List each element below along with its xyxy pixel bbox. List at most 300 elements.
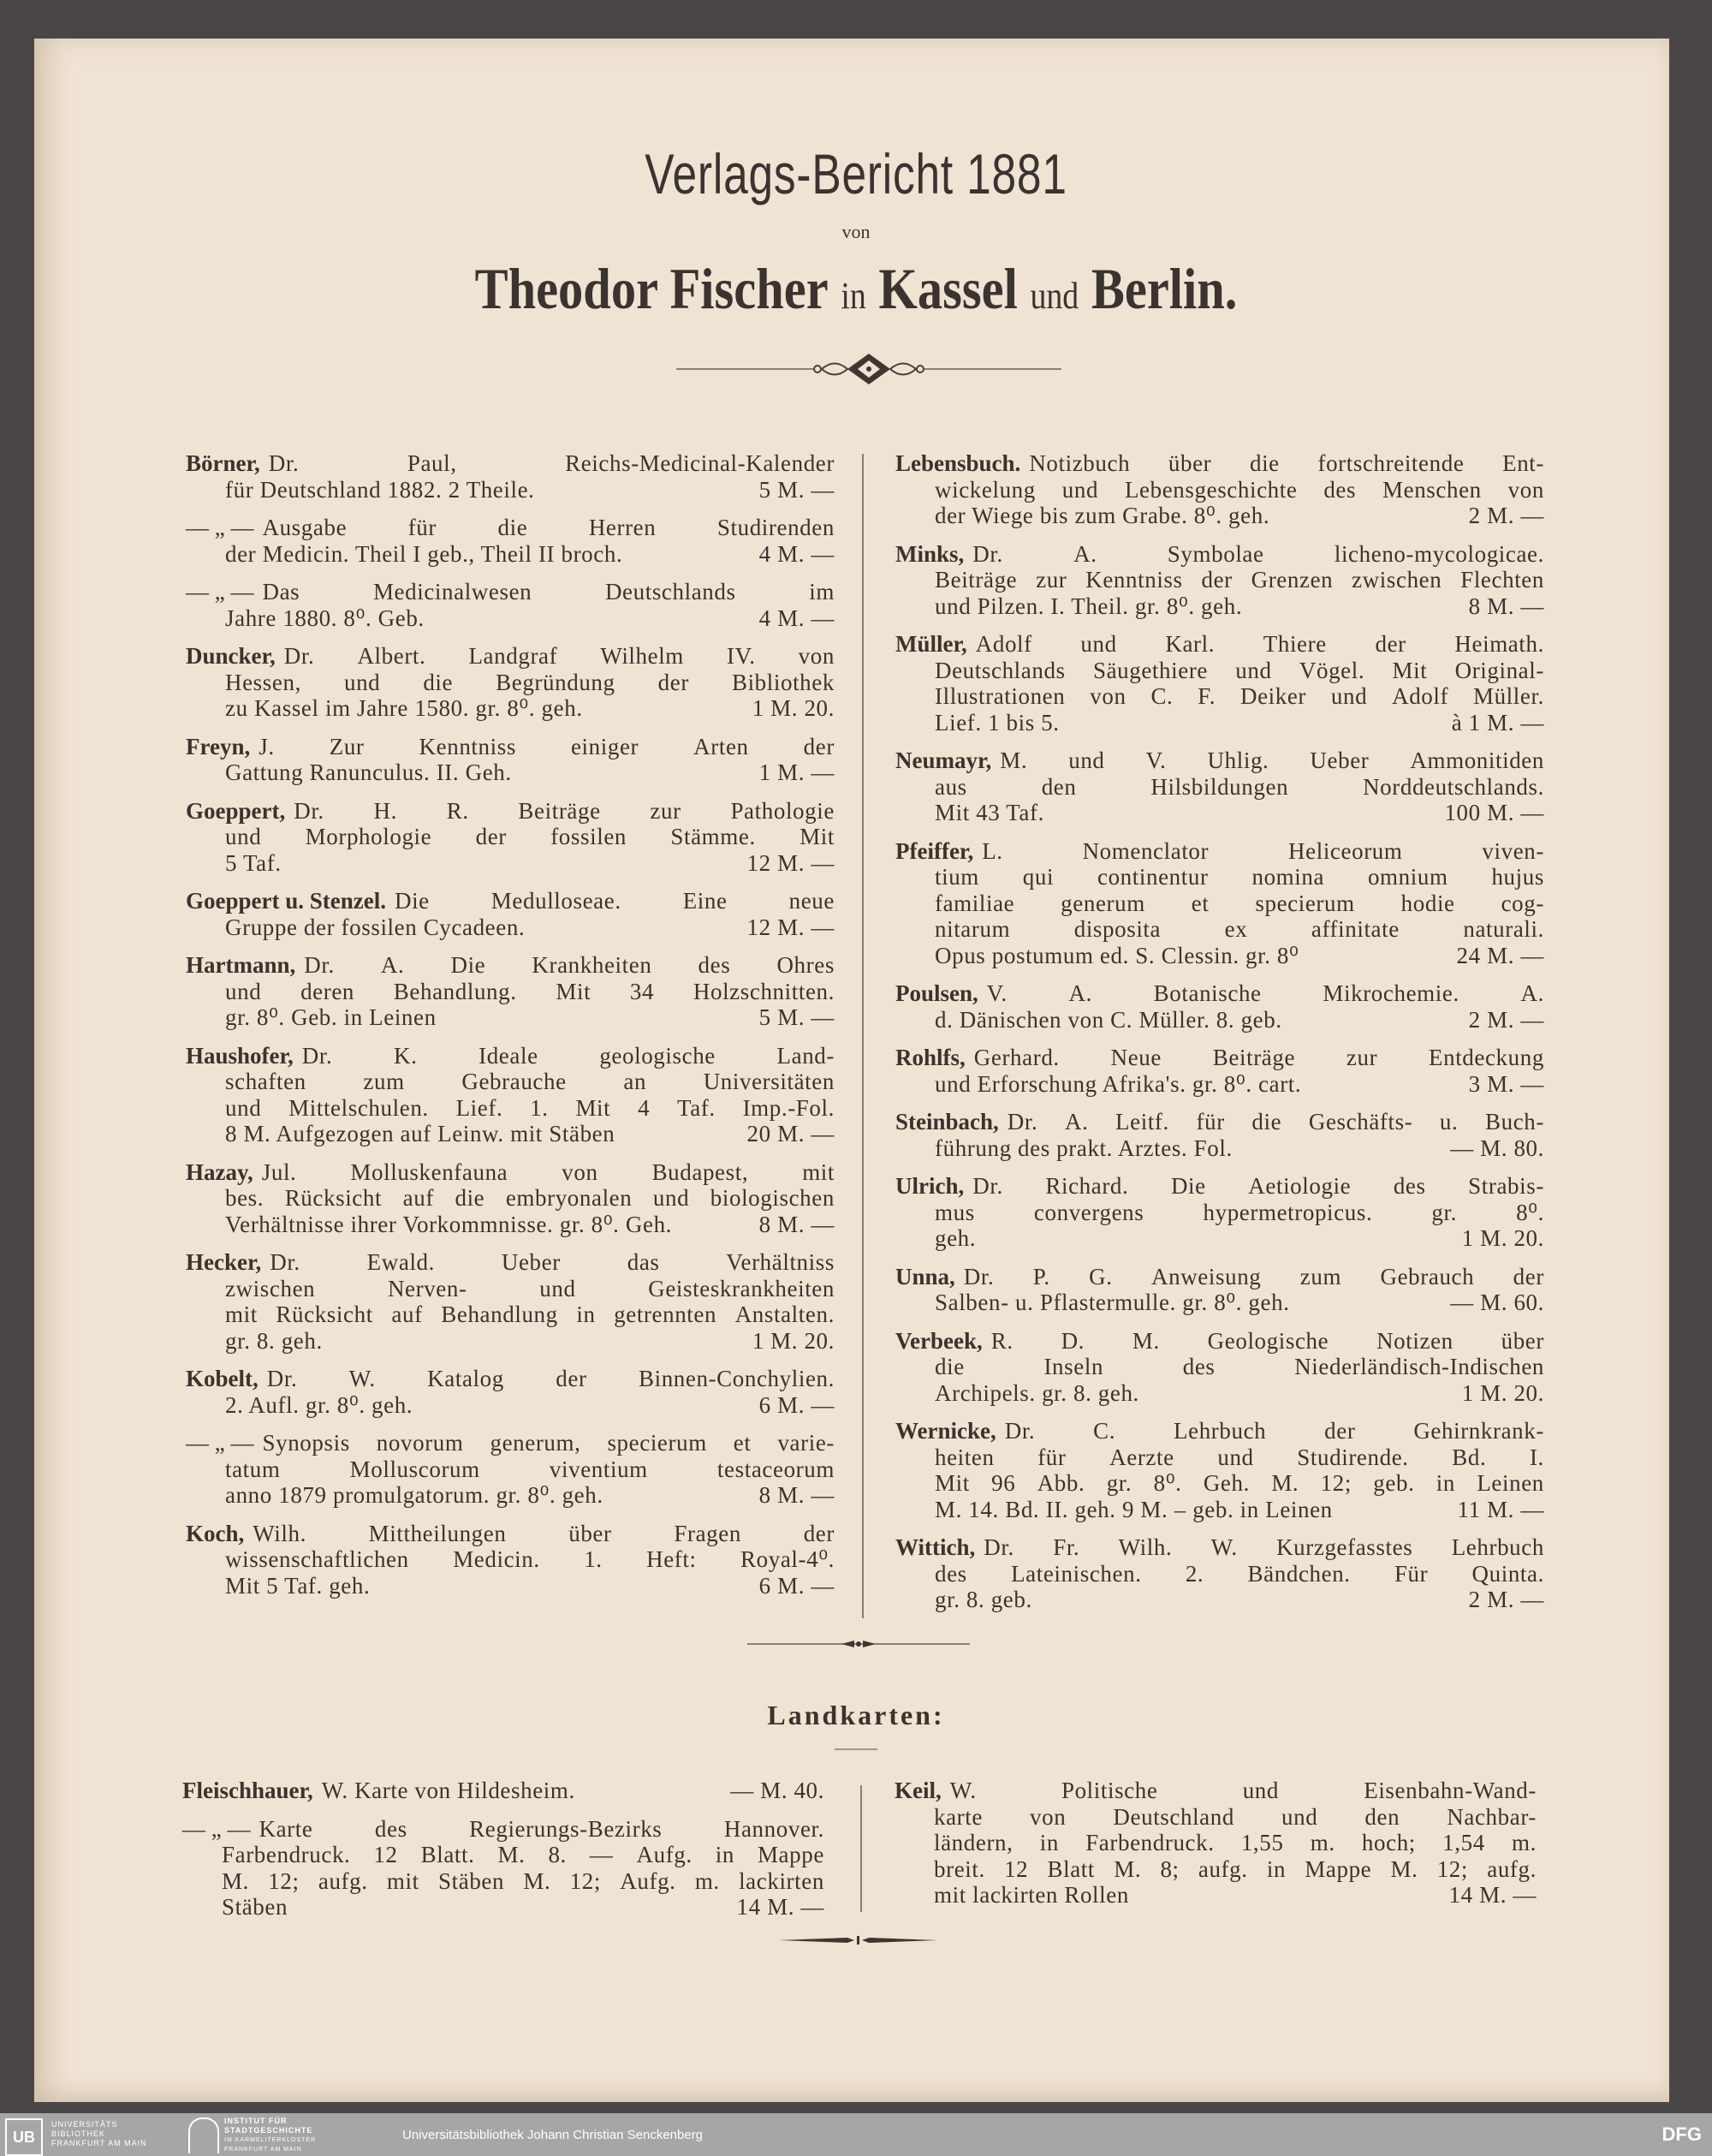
small-rule-icon xyxy=(835,1747,877,1752)
entry-text xyxy=(284,643,835,670)
landkarten-divider xyxy=(860,1785,862,1912)
entry-text xyxy=(935,1470,1544,1497)
entry-text xyxy=(1000,747,1544,774)
entry-text xyxy=(935,1444,1544,1471)
entry-text: und Pilzen. I. Theil. gr. 8⁰. geh. xyxy=(935,593,1243,619)
word: varie- xyxy=(777,1430,835,1456)
word: Säugethiere xyxy=(1092,657,1208,683)
entry-line xyxy=(895,890,1544,917)
entry-line xyxy=(895,980,1544,1007)
entry-text xyxy=(302,1043,835,1069)
word: Dr. xyxy=(270,1249,300,1275)
entry-line xyxy=(186,541,835,568)
word: Dr. xyxy=(304,952,335,978)
word: des xyxy=(1393,1173,1426,1199)
word: die xyxy=(1251,1109,1282,1135)
entry-text xyxy=(304,952,835,979)
word: nomina xyxy=(1251,864,1325,890)
catalog-column-right xyxy=(895,450,1544,1625)
word: hypermetropicus. xyxy=(1203,1199,1373,1225)
word: C. xyxy=(1150,683,1174,709)
word: Heimath. xyxy=(1454,631,1544,657)
word: zum xyxy=(363,1069,405,1094)
institut-logo-text xyxy=(224,2117,316,2154)
entry-line xyxy=(186,1301,835,1328)
catalog-entry xyxy=(182,1816,824,1921)
entry-line xyxy=(186,1276,835,1302)
publisher-line xyxy=(120,255,1592,323)
word: 1,54 xyxy=(1442,1830,1485,1855)
entry-text: Stäben xyxy=(222,1894,288,1920)
word: Verhältniss xyxy=(726,1249,835,1275)
entry-text: und Erforschung Afrika's. gr. 8⁰. cart. xyxy=(935,1070,1302,1097)
entry-price: 5 M. — xyxy=(758,1004,835,1030)
entry-line xyxy=(895,1109,1544,1135)
word: und xyxy=(652,1185,690,1211)
word: zwischen xyxy=(225,1275,316,1301)
word: Mittheilungen xyxy=(368,1520,507,1546)
word: Stäben xyxy=(438,1867,505,1894)
word: deren xyxy=(300,978,355,1004)
word: Uhlig. xyxy=(1207,747,1269,773)
entry-line xyxy=(186,1249,835,1276)
entry-text xyxy=(1005,1418,1544,1444)
entry-text xyxy=(262,1159,835,1186)
word: Wilh. xyxy=(1118,1534,1173,1560)
entry-author: — „ — xyxy=(186,1430,254,1456)
entry-price: à 1 M. — xyxy=(1451,709,1544,736)
entry-text xyxy=(964,1264,1544,1290)
publisher-city-berlin: Berlin. xyxy=(1091,256,1238,321)
word: Dr. xyxy=(984,1534,1014,1560)
word: Aerzte xyxy=(1109,1444,1174,1470)
catalog-entry xyxy=(186,734,835,786)
word: 8. xyxy=(548,1842,567,1867)
word: und xyxy=(225,824,262,849)
entry-price: — M. 60. xyxy=(1450,1289,1544,1315)
word: zur xyxy=(1346,1045,1378,1070)
word: Müller. xyxy=(1472,683,1544,709)
entry-line xyxy=(186,1430,835,1456)
word: in xyxy=(576,1301,596,1327)
entry-text xyxy=(976,631,1544,658)
entry-line xyxy=(895,541,1544,568)
word: einiger xyxy=(570,733,639,759)
word: A. xyxy=(1064,1109,1089,1135)
entry-line xyxy=(186,605,835,632)
entry-text xyxy=(974,1045,1544,1071)
word: aufg. xyxy=(1487,1855,1537,1882)
entry-text xyxy=(935,890,1544,917)
word: Jul. xyxy=(261,1158,297,1185)
entry-text: für Deutschland 1882. 2 Theile. xyxy=(225,476,535,503)
word: und xyxy=(1235,657,1272,683)
entry-line xyxy=(895,1444,1544,1471)
word: Karl. xyxy=(1165,631,1216,657)
entry-price: — M. 80. xyxy=(1450,1135,1544,1161)
word: Landgraf xyxy=(468,643,558,669)
library-name: Universitätsbibliothek Johann Christian Senckenberg xyxy=(402,2128,704,2142)
landkarten-heading: Landkarten: xyxy=(767,1700,945,1730)
entry-price: 14 M. — xyxy=(736,1894,824,1920)
word: für xyxy=(1196,1109,1225,1135)
word: viventium xyxy=(549,1456,648,1482)
entry-line xyxy=(186,579,835,605)
word: A. xyxy=(1520,980,1544,1006)
word: Regierungs-Bezirks xyxy=(469,1815,663,1842)
word: mus xyxy=(935,1199,975,1225)
entry-author: Börner, xyxy=(186,450,260,476)
word: M. xyxy=(1114,1855,1142,1882)
word: Richard. xyxy=(1045,1173,1129,1199)
word: Dr. xyxy=(1007,1109,1038,1135)
entry-price: 12 M. — xyxy=(746,849,835,876)
document-title: Verlags-Bericht 1881 xyxy=(645,142,1067,205)
word: Ewald. xyxy=(366,1249,435,1275)
word: m. xyxy=(1310,1830,1335,1855)
catalog-entry xyxy=(186,952,835,1031)
entry-text xyxy=(294,798,835,825)
entry-line xyxy=(895,916,1544,943)
word: Taf. xyxy=(677,1094,716,1121)
word: Abb. xyxy=(1037,1470,1085,1496)
word: Kenntniss xyxy=(419,733,516,759)
word: familiae xyxy=(935,890,1015,916)
word: und xyxy=(539,1275,576,1301)
word: die xyxy=(1249,450,1280,476)
entry-text xyxy=(935,864,1544,890)
word: in xyxy=(1266,1855,1287,1882)
word: tatum xyxy=(225,1456,281,1482)
word: Niederländisch-Indischen xyxy=(1294,1354,1544,1379)
entry-price: 5 M. — xyxy=(758,476,835,503)
entry-price: 12 M. — xyxy=(746,914,835,940)
entry-text xyxy=(935,658,1544,684)
catalog-entry xyxy=(186,1430,835,1509)
word: M. xyxy=(1390,1855,1418,1882)
entry-line xyxy=(186,1159,835,1186)
word: Neue xyxy=(1110,1045,1162,1070)
entry-line xyxy=(182,1894,824,1921)
entry-line xyxy=(895,1497,1544,1523)
word: Behandlung xyxy=(441,1301,558,1327)
entry-price: 14 M. — xyxy=(1448,1882,1537,1908)
entry-price: — M. 40. xyxy=(730,1778,824,1803)
catalog-entry xyxy=(186,888,835,940)
word: Deiker xyxy=(1239,683,1307,709)
word: affinitate xyxy=(1311,916,1400,942)
entry-price: 1 M. 20. xyxy=(752,695,835,721)
word: Universitäten xyxy=(703,1069,835,1094)
word: H. xyxy=(373,797,397,824)
entry-line xyxy=(186,450,835,477)
word: 1,55 xyxy=(1240,1830,1284,1855)
word: Ideale xyxy=(479,1042,538,1069)
word: ex xyxy=(1224,916,1248,942)
word: getrennten xyxy=(614,1301,717,1327)
word: 12; xyxy=(1436,1855,1469,1882)
word: Reichs-Medicinal-Kalender xyxy=(565,450,835,476)
entry-line xyxy=(186,824,835,850)
entry-line xyxy=(895,1534,1544,1561)
word: Für xyxy=(1394,1560,1429,1587)
entry-price: 6 M. — xyxy=(758,1572,835,1599)
entry-price: 2 M. — xyxy=(1468,1587,1544,1612)
word: und xyxy=(343,669,381,695)
entry-text xyxy=(1008,1109,1544,1135)
entry-author: Müller, xyxy=(895,631,967,657)
word: A. xyxy=(1068,980,1092,1006)
word: Heft: xyxy=(646,1546,697,1572)
word: 4 xyxy=(638,1094,651,1121)
catalog-entry xyxy=(895,631,1544,736)
word: über xyxy=(1168,450,1212,476)
word: 1. xyxy=(584,1546,603,1572)
entry-text xyxy=(267,1366,835,1392)
entry-author: Hartmann, xyxy=(186,952,296,978)
word: Ohres xyxy=(776,952,835,978)
entry-text xyxy=(262,515,835,541)
word: Politische xyxy=(1061,1778,1158,1803)
entry-text xyxy=(991,1328,1544,1355)
word: an xyxy=(623,1069,647,1094)
word: zur xyxy=(650,797,681,824)
word: specierum xyxy=(607,1430,707,1456)
entry-text: W. Karte von Hildesheim. xyxy=(321,1778,575,1803)
word: 8; xyxy=(1160,1855,1180,1882)
entry-author: Verbeek, xyxy=(895,1327,983,1354)
entry-text xyxy=(225,1069,835,1095)
word: omnium xyxy=(1367,864,1448,890)
word: Das xyxy=(262,579,300,605)
entry-line xyxy=(186,1185,835,1212)
landkarten-column-right xyxy=(895,1778,1537,1921)
catalog-entry xyxy=(895,450,1544,529)
entry-price: 8 M. — xyxy=(1468,593,1544,619)
entry-line xyxy=(186,979,835,1005)
word: lackirten xyxy=(739,1867,824,1894)
catalog-entry xyxy=(186,1521,835,1599)
word: Ausgabe xyxy=(262,515,348,540)
word: Gerhard. xyxy=(973,1045,1060,1070)
word: Aufg. xyxy=(636,1842,693,1867)
entry-text: Archipels. gr. 8. geh. xyxy=(935,1379,1139,1406)
word: Medicinalwesen xyxy=(372,579,532,605)
entry-text xyxy=(982,838,1544,865)
entry-price: 20 M. — xyxy=(746,1121,835,1146)
word: Anweisung xyxy=(1151,1263,1262,1289)
word: wickelung xyxy=(935,476,1036,503)
entry-text xyxy=(935,567,1544,593)
word: viven- xyxy=(1482,837,1544,864)
entry-line xyxy=(186,888,835,914)
entry-line xyxy=(186,850,835,877)
word: u. xyxy=(1439,1109,1459,1135)
word: 12; xyxy=(569,1867,601,1894)
word: 8⁰. xyxy=(1153,1470,1182,1496)
word: Hilsbildungen xyxy=(1150,773,1289,800)
word: 12; xyxy=(1320,1470,1352,1496)
word: specierum xyxy=(1255,890,1355,916)
word: Dr. xyxy=(268,450,300,476)
word: von xyxy=(798,643,835,669)
word: Farbendruck. xyxy=(1085,1830,1215,1855)
entry-line xyxy=(895,1470,1544,1497)
word: Kenntniss xyxy=(1085,567,1183,593)
word: W. xyxy=(1210,1534,1238,1560)
word: fortschreitende xyxy=(1317,450,1465,476)
catalog-entry xyxy=(186,1159,835,1238)
entry-price: 1 M. 20. xyxy=(1461,1225,1544,1251)
entry-line xyxy=(186,1521,835,1547)
word: den xyxy=(1041,773,1077,800)
entry-text: zu Kassel im Jahre 1580. gr. 8⁰. geh. xyxy=(225,695,583,721)
word: für xyxy=(407,515,437,540)
catalog-entry xyxy=(895,980,1544,1033)
word: zur xyxy=(1036,567,1067,593)
entry-author: Freyn, xyxy=(186,733,251,759)
entry-line xyxy=(186,695,835,722)
entry-text: 8 M. Aufgezogen auf Leinw. mit Stäben xyxy=(225,1121,615,1146)
entry-line xyxy=(895,1380,1544,1407)
word: der xyxy=(556,1366,587,1391)
word: Beiträge xyxy=(935,567,1018,593)
ub-logo-text xyxy=(51,2120,147,2148)
entry-line xyxy=(186,1004,835,1031)
word: breit. xyxy=(934,1855,985,1882)
word: Bibliothek xyxy=(731,669,835,695)
word: hoch; xyxy=(1361,1830,1416,1855)
entry-text: Jahre 1880. 8⁰. Geb. xyxy=(225,605,425,631)
entry-author: — „ — xyxy=(186,579,254,605)
word: Ammonitiden xyxy=(1410,747,1544,773)
word: Norddeutschlands. xyxy=(1363,773,1544,800)
entry-text: 2. Aufl. gr. 8⁰. geh. xyxy=(225,1391,413,1418)
word: Krankheiten xyxy=(532,952,652,978)
entry-line xyxy=(186,1328,835,1355)
entry-line xyxy=(186,759,835,786)
word: die xyxy=(423,669,454,695)
entry-text xyxy=(269,450,835,477)
word: Lief. xyxy=(455,1094,503,1121)
word: aus xyxy=(935,773,967,800)
word: ländern, xyxy=(934,1830,1014,1855)
word: der xyxy=(803,1520,835,1546)
word: Nerven- xyxy=(387,1275,467,1301)
entry-line xyxy=(186,643,835,670)
entry-line xyxy=(895,1173,1544,1200)
word: und xyxy=(1281,1803,1318,1830)
word: m. xyxy=(1512,1830,1537,1855)
catalog-entry xyxy=(895,838,1544,969)
word: 12 xyxy=(373,1842,398,1867)
entry-text: der Wiege bis zum Grabe. 8⁰. geh. xyxy=(935,503,1270,528)
entry-author: Ulrich, xyxy=(895,1173,965,1199)
entry-price: 6 M. — xyxy=(758,1391,835,1418)
entry-text xyxy=(270,1249,835,1276)
entry-text: der Medicin. Theil I geb., Theil II broch. xyxy=(225,540,623,567)
word: Thiere xyxy=(1263,631,1327,657)
word: et xyxy=(1191,890,1210,916)
word: Geschäfts- xyxy=(1308,1109,1413,1135)
word: Nomenclator xyxy=(1082,837,1210,864)
entry-author: Poulsen, xyxy=(895,980,978,1006)
word: Inseln xyxy=(1043,1354,1104,1379)
word: der xyxy=(475,824,507,849)
entry-line xyxy=(186,515,835,541)
word: testaceorum xyxy=(716,1456,835,1482)
word: M. xyxy=(523,1867,551,1894)
entry-line xyxy=(895,450,1544,477)
entry-line xyxy=(895,631,1544,658)
catalog-column-left xyxy=(186,450,835,1611)
entry-line xyxy=(186,1212,835,1238)
word: Dr. xyxy=(266,1366,298,1391)
entry-text xyxy=(934,1830,1537,1856)
institut-line: IM KARMELITERKLOSTER xyxy=(224,2137,317,2143)
word: und xyxy=(1330,683,1368,709)
catalog-entry xyxy=(895,1173,1544,1252)
word: Fragen xyxy=(674,1520,741,1546)
word: Rücksicht xyxy=(276,1301,373,1327)
entry-line xyxy=(895,1354,1544,1380)
entry-line xyxy=(186,1121,835,1147)
word: et xyxy=(733,1430,752,1456)
entry-line xyxy=(895,864,1544,890)
word: und xyxy=(225,978,262,1004)
word: Dr. xyxy=(294,797,324,824)
word: qui xyxy=(1022,864,1055,890)
entry-text xyxy=(934,1856,1537,1883)
entry-text: Verhältnisse ihrer Vorkommnisse. gr. 8⁰. Geh. xyxy=(225,1211,673,1237)
word: Lehrbuch xyxy=(1451,1534,1544,1560)
entry-line xyxy=(182,1816,824,1843)
word: Aufg. xyxy=(620,1867,676,1894)
entry-line xyxy=(895,800,1544,826)
entry-text: Mit 5 Taf. geh. xyxy=(225,1572,371,1599)
entry-line xyxy=(186,798,835,825)
word: Quinta. xyxy=(1471,1560,1544,1587)
entry-price: 8 M. — xyxy=(758,1482,835,1508)
entry-line xyxy=(186,1043,835,1069)
word: und xyxy=(1242,1778,1279,1803)
word: Bändchen. xyxy=(1247,1560,1351,1587)
word: Mit xyxy=(935,1470,970,1496)
entry-line xyxy=(186,734,835,760)
entry-author: Pfeiffer, xyxy=(895,837,974,864)
word: V. xyxy=(986,980,1008,1006)
word: Molluscorum xyxy=(349,1456,480,1482)
word: Wilh. xyxy=(253,1520,306,1546)
word: Molluskenfauna xyxy=(350,1158,508,1185)
ub-line: UNIVERSITÄTS xyxy=(51,2120,118,2129)
entry-line xyxy=(186,1546,835,1573)
word: Symbolae xyxy=(1167,540,1264,567)
word: Vögel. xyxy=(1299,657,1365,683)
word: Leitf. xyxy=(1115,1109,1169,1135)
institut-line: STADTGESCHICHTE xyxy=(224,2126,313,2135)
entry-author: Wernicke, xyxy=(895,1418,996,1444)
word: Gebrauch xyxy=(1380,1263,1475,1289)
word: 12 xyxy=(1004,1855,1029,1882)
word: mit xyxy=(225,1301,258,1327)
entry-line xyxy=(186,477,835,503)
word: M. xyxy=(1271,1470,1299,1496)
word: Heliceorum xyxy=(1288,837,1403,864)
word: Gehirnkrank- xyxy=(1413,1418,1544,1444)
entry-text xyxy=(950,1778,1537,1804)
catalog-entry xyxy=(186,1366,835,1418)
